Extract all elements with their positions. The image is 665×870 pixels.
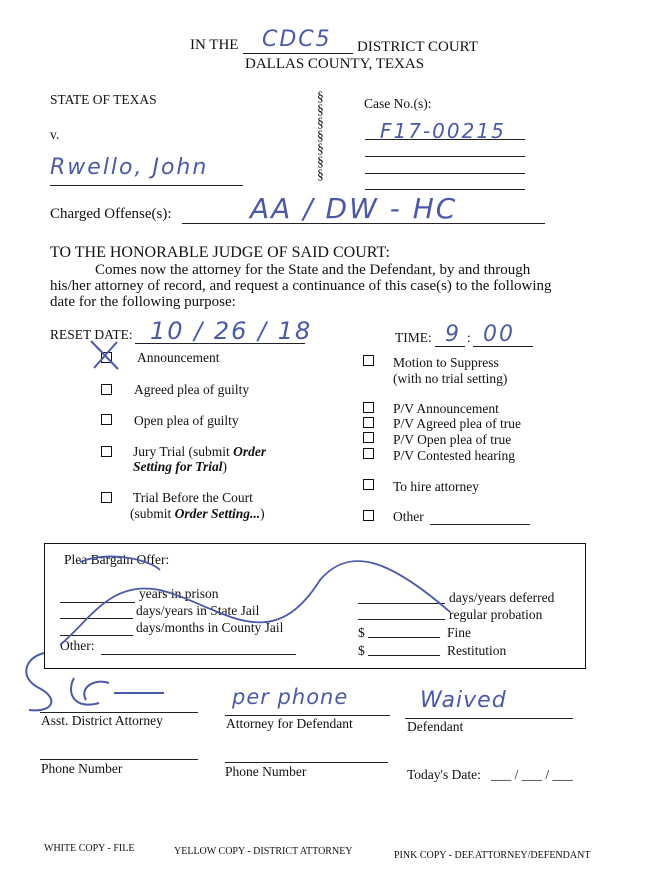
pv-announcement-label: P/V Announcement xyxy=(393,401,499,416)
pv-announcement-checkbox[interactable] xyxy=(363,402,374,413)
defense-label: Attorney for Defendant xyxy=(226,716,353,731)
motion-suppress-label-2: (with no trial setting) xyxy=(393,371,508,386)
case-line-3 xyxy=(365,173,525,174)
reset-date-handwritten: 10 / 26 / 18 xyxy=(150,317,313,345)
ada-label: Asst. District Attorney xyxy=(41,713,163,728)
open-plea-label: Open plea of guilty xyxy=(134,413,239,428)
ada-signature-icon xyxy=(14,648,184,718)
pv-contested-checkbox[interactable] xyxy=(363,448,374,459)
state-of-texas: STATE OF TEXAS xyxy=(50,92,157,107)
case-line-4 xyxy=(365,189,525,190)
years-prison-label: years in prison xyxy=(139,586,219,601)
announcement-label: Announcement xyxy=(137,350,220,365)
state-jail-label: days/years in State Jail xyxy=(136,603,260,618)
today-date-label: Today's Date: xyxy=(407,767,481,782)
time-colon: : xyxy=(467,330,471,345)
plea-bargain-title: Plea Bargain Offer: xyxy=(64,552,170,567)
defendant-handwritten: Waived xyxy=(420,688,507,713)
fine-label: Fine xyxy=(447,625,472,640)
defendant-name-handwritten: Rwello, John xyxy=(50,155,209,180)
trial-before-court-label: Trial Before the Court xyxy=(133,490,253,505)
versus: v. xyxy=(50,127,60,142)
time-min-handwritten: 00 xyxy=(483,322,515,347)
jury-trial-label: Jury Trial (submit Order xyxy=(133,444,267,459)
open-plea-checkbox[interactable] xyxy=(101,414,112,425)
time-label: TIME: xyxy=(395,330,432,345)
footer-yellow-copy: YELLOW COPY - DISTRICT ATTORNEY xyxy=(174,846,353,857)
jury-trial-label-2: Setting for Trial) xyxy=(133,459,228,474)
motion-line-3: date for the following purpose: xyxy=(50,294,236,310)
trial-before-court-checkbox[interactable] xyxy=(101,492,112,503)
other-line xyxy=(430,524,530,525)
other-checkbox[interactable] xyxy=(363,510,374,521)
check-x-mark-icon xyxy=(88,338,122,372)
motion-heading: TO THE HONORABLE JUDGE OF SAID COURT: xyxy=(50,244,390,261)
hire-attorney-checkbox[interactable] xyxy=(363,479,374,490)
header-in-the: IN THE xyxy=(190,37,239,53)
other-label: Other xyxy=(393,509,424,524)
header-district-court: DISTRICT COURT xyxy=(357,39,478,55)
court-number-handwritten: CDC5 xyxy=(262,27,332,52)
today-date-blanks[interactable]: ___ / ___ / ___ xyxy=(491,767,573,782)
deferred-label: days/years deferred xyxy=(449,590,555,605)
motion-line-2: his/her attorney of record, and request a continuance of this case(s) to the following xyxy=(50,278,552,294)
court-line xyxy=(243,53,353,54)
phone-line-2[interactable] xyxy=(225,762,388,763)
footer-white-copy: WHITE COPY - FILE xyxy=(44,843,135,854)
defendant-line xyxy=(50,185,243,186)
case-no-label: Case No.(s): xyxy=(364,96,432,111)
pv-contested-label: P/V Contested hearing xyxy=(393,448,515,463)
phone-label-2: Phone Number xyxy=(225,764,307,779)
probation-label: regular probation xyxy=(449,607,543,622)
case-line-1 xyxy=(365,139,525,140)
defendant-label: Defendant xyxy=(407,719,464,734)
motion-suppress-checkbox[interactable] xyxy=(363,355,374,366)
restitution-dollar: $ xyxy=(358,643,365,658)
header-county: DALLAS COUNTY, TEXAS xyxy=(245,56,425,72)
jury-trial-checkbox[interactable] xyxy=(101,446,112,457)
motion-line-1: Comes now the attorney for the State and the Defendant, by and through xyxy=(95,262,531,278)
fine-dollar: $ xyxy=(358,625,365,640)
defense-handwritten: per phone xyxy=(232,685,349,709)
restitution-label: Restitution xyxy=(447,643,507,658)
agreed-plea-checkbox[interactable] xyxy=(101,384,112,395)
offense-handwritten: AA / DW - HC xyxy=(250,192,458,225)
agreed-plea-label: Agreed plea of guilty xyxy=(134,382,250,397)
footer-pink-copy: PINK COPY - DEF.ATTORNEY/DEFENDANT xyxy=(394,850,591,861)
charged-offense-label: Charged Offense(s): xyxy=(50,206,172,222)
time-hour-handwritten: 9 xyxy=(445,322,461,347)
case-line-2 xyxy=(365,156,525,157)
pv-agreed-checkbox[interactable] xyxy=(363,417,374,428)
pv-open-checkbox[interactable] xyxy=(363,432,374,443)
case-no-handwritten: F17-00215 xyxy=(380,119,506,143)
trial-before-court-label-2: (submit Order Setting...) xyxy=(130,506,265,521)
pv-open-label: P/V Open plea of true xyxy=(393,432,512,447)
county-jail-label: days/months in County Jail xyxy=(136,620,284,635)
phone-line-1[interactable] xyxy=(40,759,198,760)
section-marks: § § § § § § § xyxy=(317,89,324,182)
phone-label-1: Phone Number xyxy=(41,761,123,776)
plea-other-label: Other: xyxy=(60,638,95,653)
hire-attorney-label: To hire attorney xyxy=(393,479,480,494)
motion-suppress-label: Motion to Suppress xyxy=(393,355,499,370)
pv-agreed-label: P/V Agreed plea of true xyxy=(393,416,521,431)
reset-date-label: RESET DATE: xyxy=(50,327,133,342)
